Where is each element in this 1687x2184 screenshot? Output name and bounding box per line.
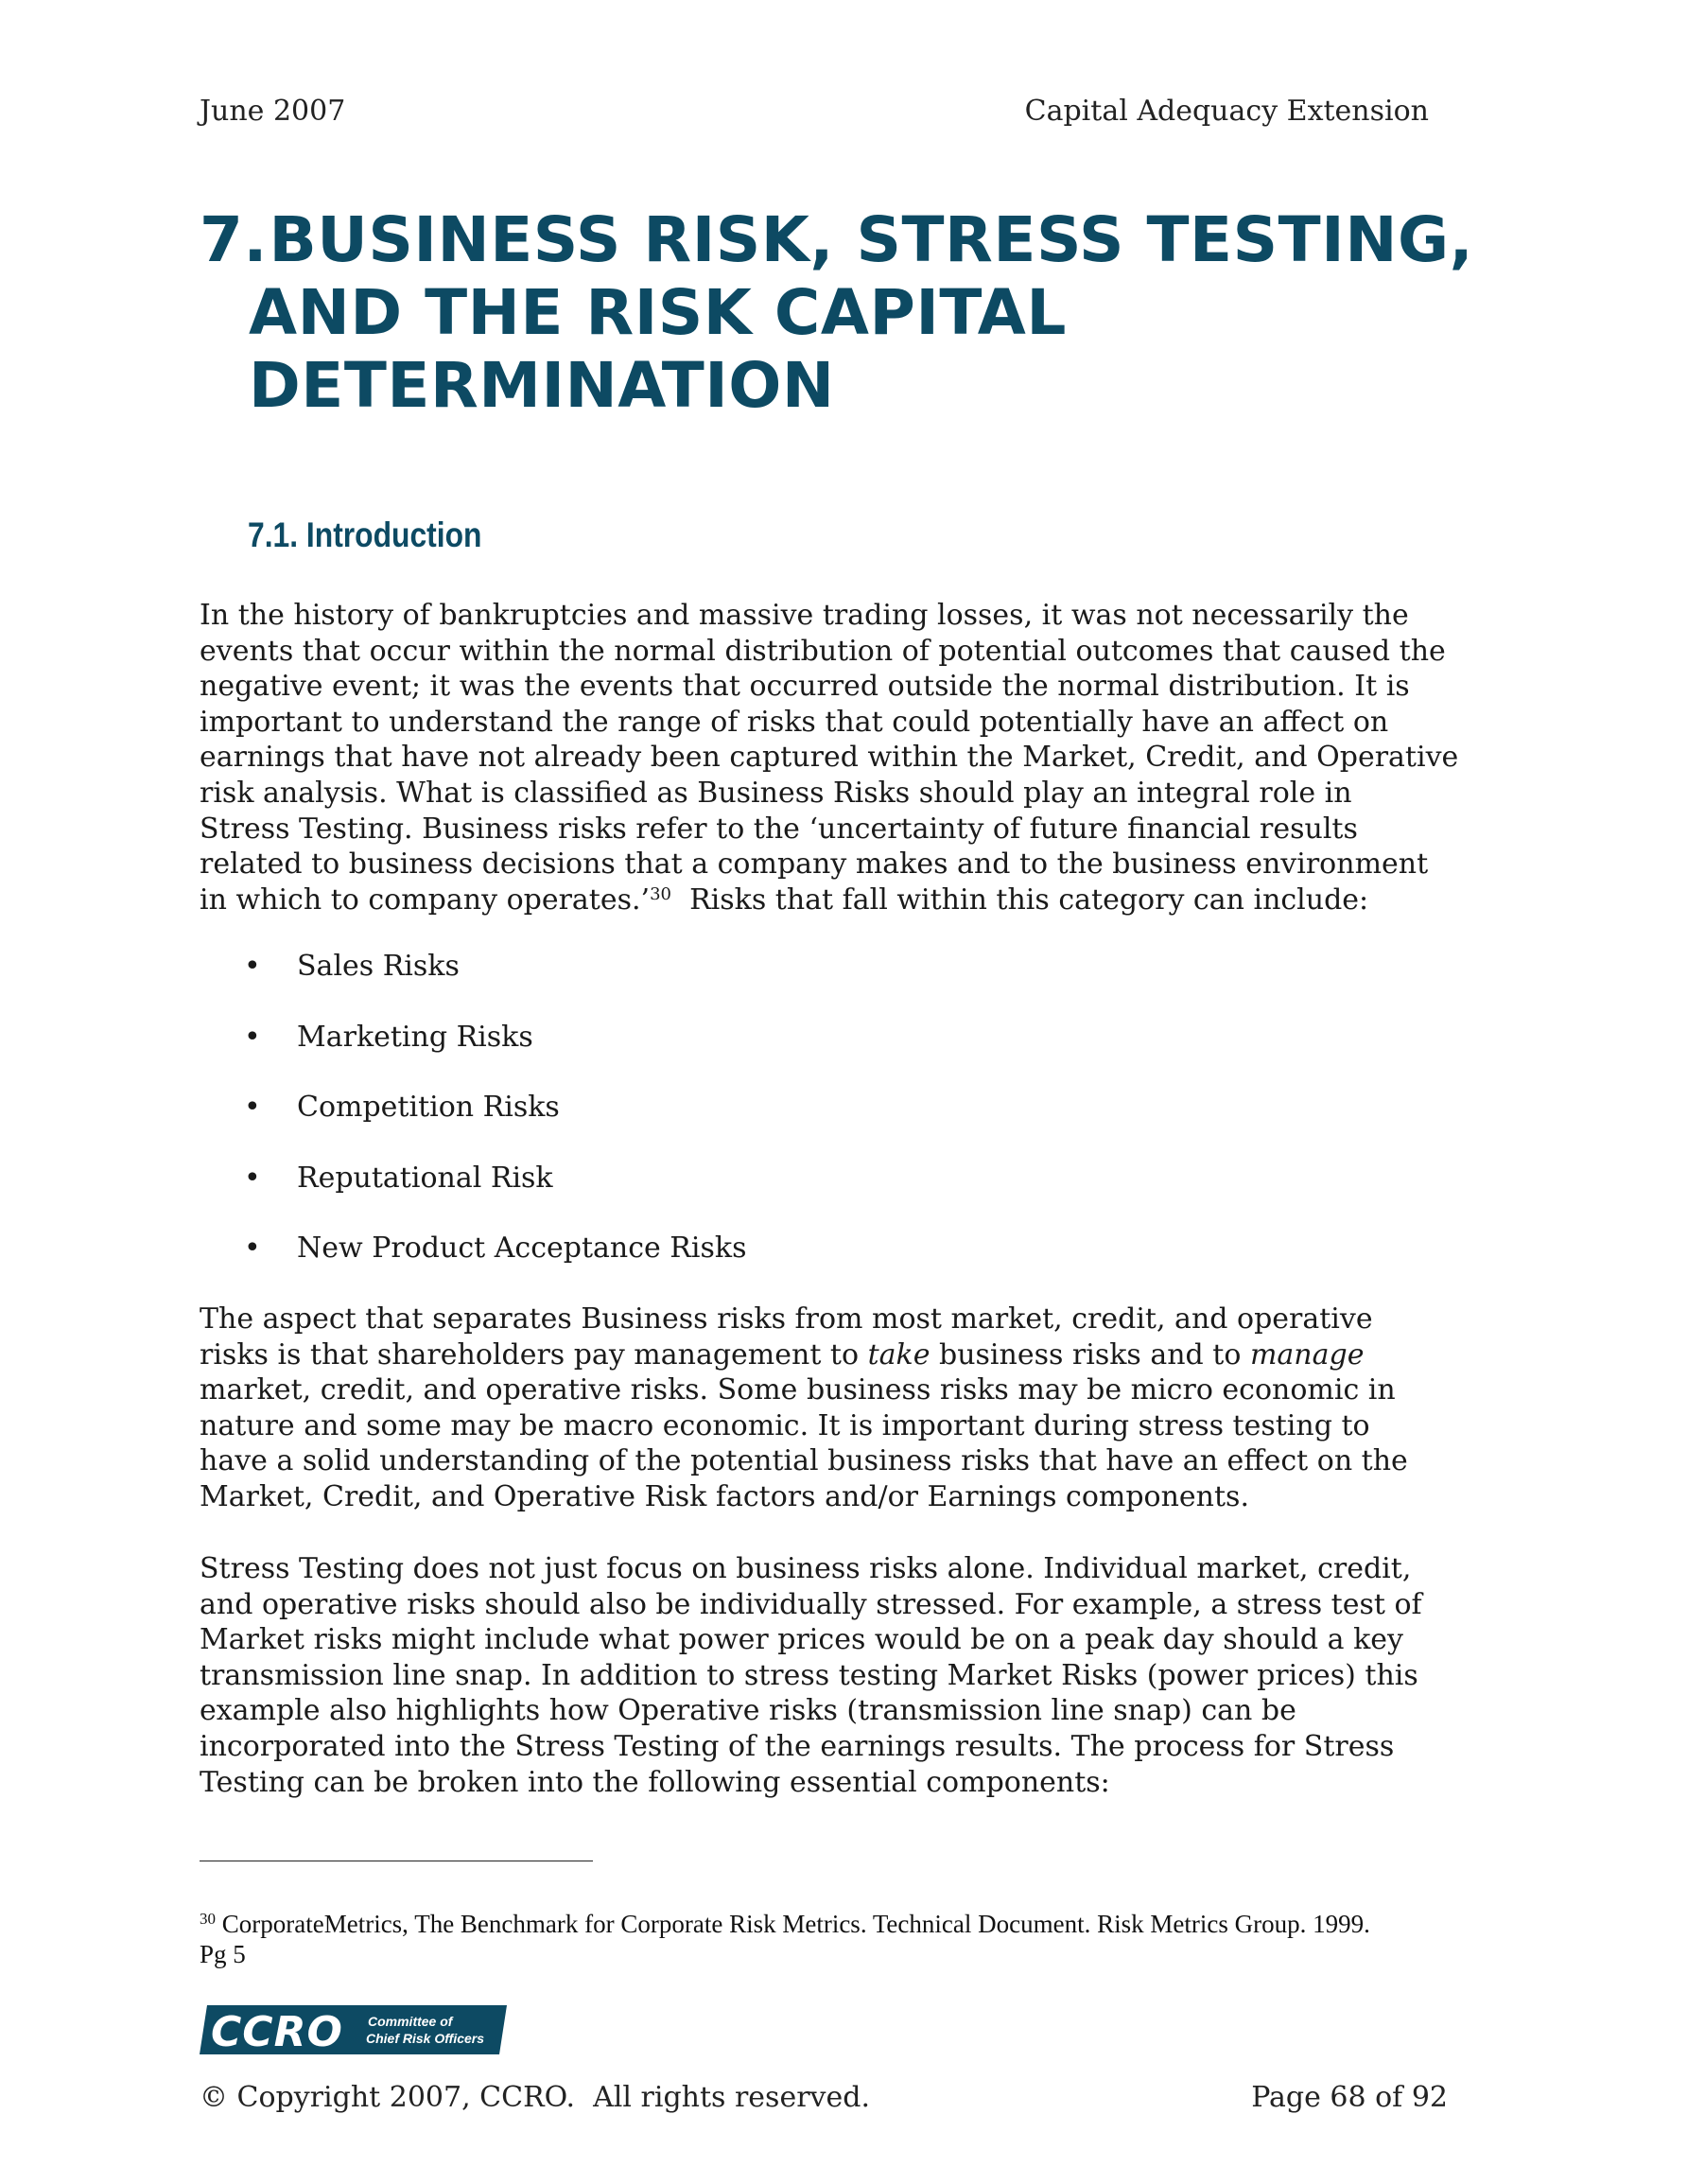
footnote <box>200 1909 1504 1969</box>
footnote-number: 30 <box>200 1910 216 1928</box>
chapter-title-line: BUSINESS RISK, STRESS TESTING, <box>269 203 1474 276</box>
list-item-label: New Product Acceptance Risks <box>297 1232 747 1265</box>
stress-testing-paragraph <box>200 1551 1514 1800</box>
paragraph-line: Market risks might include what power prices would be on a peak day should a key <box>200 1623 1403 1657</box>
header-date: June 2007 <box>200 95 346 128</box>
paragraph-line: market, credit, and operative risks. Some business risks may be micro economic in <box>200 1373 1396 1407</box>
paragraph-line: Stress Testing. Business risks refer to the ‘uncertainty of future financial results <box>200 812 1358 846</box>
page-number: Page 68 of 92 <box>1251 2081 1448 2114</box>
paragraph-text: business risks and to <box>930 1337 1250 1372</box>
intro-paragraph <box>200 598 1514 917</box>
footnote-reference[interactable]: 30 <box>650 883 671 904</box>
paragraph-line: events that occur within the normal distribution of potential outcomes that caused the <box>200 634 1446 668</box>
logo-line-2: Chief Risk Officers <box>366 2031 485 2046</box>
paragraph-text: in which to company operates.’ <box>200 882 651 917</box>
paragraph-line: incorporated into the Stress Testing of the earnings results. The process for Stress <box>200 1729 1395 1763</box>
emphasis-text: take <box>867 1337 930 1372</box>
paragraph-line: earnings that have not already been captured within the Market, Credit, and Operative <box>200 741 1459 775</box>
bullet-icon: • <box>244 950 261 983</box>
footnote-line: Pg 5 <box>200 1940 246 1968</box>
section-title: 7.1. Introduction <box>248 515 482 554</box>
list-item-label: Competition Risks <box>297 1091 560 1124</box>
paragraph-line: important to understand the range of risks that could potentially have an affect on <box>200 705 1389 739</box>
list-item-label: Marketing Risks <box>297 1020 533 1054</box>
paragraph-line: and operative risks should also be individually stressed. For example, a stress test of <box>200 1587 1422 1621</box>
paragraph-line: Market, Credit, and Operative Risk factors and/or Earnings components. <box>200 1479 1249 1513</box>
paragraph-line: risk analysis. What is classified as Business Risks should play an integral role in <box>200 776 1352 810</box>
paragraph-line: In the history of bankruptcies and massive trading losses, it was not necessarily the <box>200 599 1409 632</box>
copyright-notice: © Copyright 2007, CCRO. All rights reserved. <box>200 2081 870 2114</box>
chapter-number: 7. <box>200 203 268 276</box>
document-page <box>200 0 1504 2184</box>
bullet-icon: • <box>244 1161 261 1195</box>
footnote-text: CorporateMetrics, The Benchmark for Corporate Risk Metrics. Technical Document. Risk Metrics Group. 1999. <box>216 1910 1370 1938</box>
chapter-title-line: AND THE RISK CAPITAL <box>249 276 1067 349</box>
logo-line-1: Committee of <box>368 2014 453 2029</box>
ccro-logo <box>200 2003 507 2056</box>
header-document-title: Capital Adequacy Extension <box>1024 95 1429 128</box>
chapter-title-line: DETERMINATION <box>249 349 835 422</box>
paragraph-line: have a solid understanding of the potential business risks that have an effect on the <box>200 1444 1408 1478</box>
business-risks-paragraph <box>200 1302 1514 1515</box>
bullet-icon: • <box>244 1020 261 1054</box>
emphasis-text: manage <box>1249 1337 1365 1372</box>
paragraph-line: nature and some may be macro economic. It is important during stress testing to <box>200 1408 1370 1442</box>
list-item-label: Reputational Risk <box>297 1161 553 1195</box>
paragraph-line: The aspect that separates Business risks from most market, credit, and operative <box>200 1302 1373 1336</box>
paragraph-line: negative event; it was the events that occurred outside the normal distribution. It is <box>200 670 1410 704</box>
paragraph-line: Testing can be broken into the following essential components: <box>200 1765 1110 1799</box>
paragraph-text: Risks that fall within this category can include: <box>671 882 1369 917</box>
paragraph-line: transmission line snap. In addition to stress testing Market Risks (power prices) this <box>200 1658 1418 1692</box>
paragraph-line: Stress Testing does not just focus on business risks alone. Individual market, credit, <box>200 1552 1412 1585</box>
bullet-icon: • <box>244 1232 261 1265</box>
list-item-label: Sales Risks <box>297 950 460 983</box>
paragraph-text: risks is that shareholders pay management to <box>200 1337 868 1372</box>
paragraph-line: related to business decisions that a company makes and to the business environment <box>200 847 1429 882</box>
paragraph-line <box>200 882 1514 918</box>
footnote-line <box>200 1909 1504 1939</box>
paragraph-line: example also highlights how Operative risks (transmission line snap) can be <box>200 1694 1296 1728</box>
paragraph-line <box>200 1337 1514 1373</box>
chapter-title <box>200 203 1495 422</box>
bullet-icon: • <box>244 1091 261 1124</box>
logo-acronym: CCRO <box>211 2008 343 2056</box>
